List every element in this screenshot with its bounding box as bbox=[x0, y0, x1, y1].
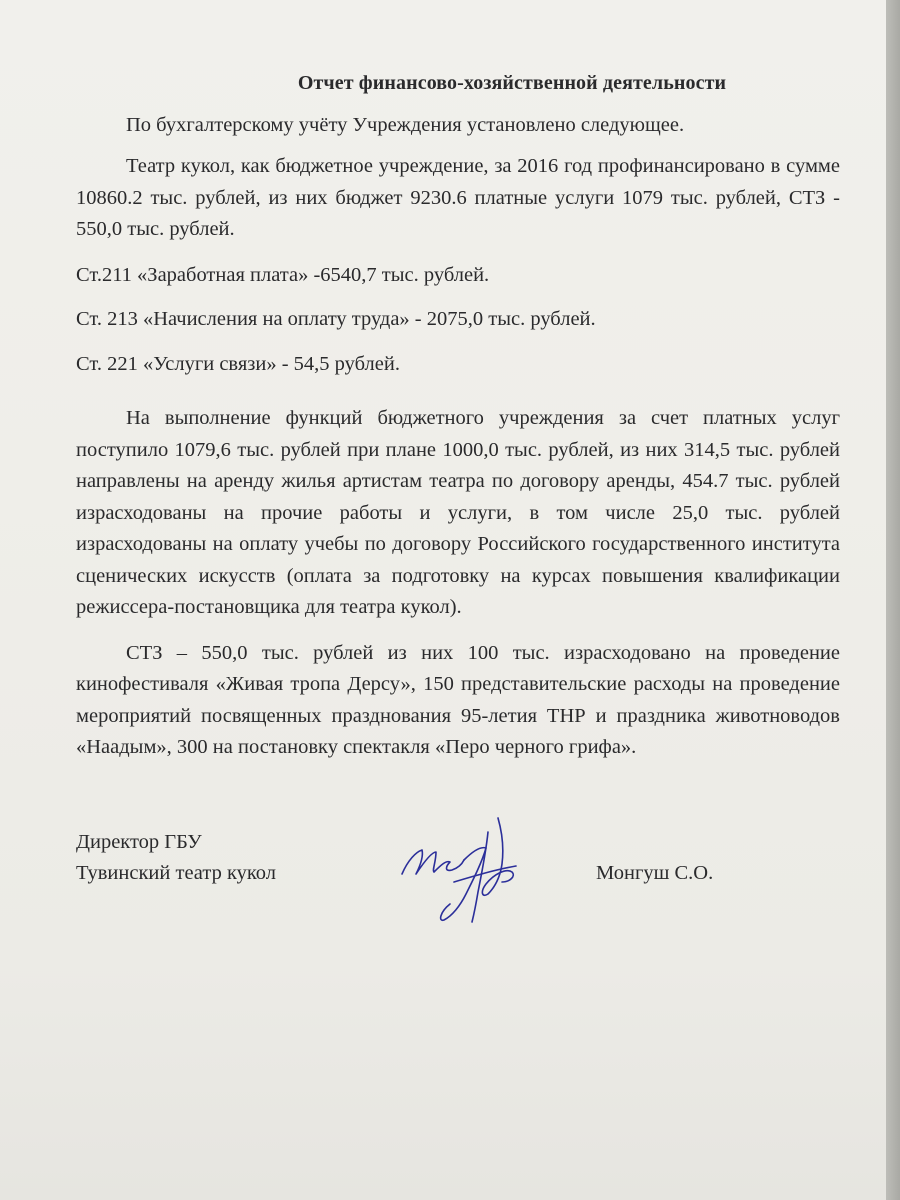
handwritten-signature bbox=[394, 812, 544, 952]
document-title: Отчет финансово-хозяйственной деятельности bbox=[297, 72, 727, 94]
stz-paragraph: СТЗ – 550,0 тыс. рублей из них 100 тыс. израсходовано на проведение кинофестиваля «Живая тропа Дерсу», 150 представительские расходы на проведение мероприятий посвященных празднования 95-летия ТНР и праздника животноводов «Наадым», 300 на постановку спектакля «Перо черного грифа». bbox=[76, 641, 840, 758]
financing-paragraph: Театр кукол, как бюджетное учреждение, за 2016 год профинансировано в сумме 10860.2 тыс. рублей, из них бюджет 9230.6 платные услуги 1079 тыс. рублей, СТЗ - 550,0 тыс. рублей. bbox=[76, 155, 840, 240]
position-line-2: Тувинский театр кукол bbox=[76, 862, 277, 884]
document-body bbox=[76, 68, 840, 764]
signature-block bbox=[76, 827, 840, 957]
expense-item-213: Ст. 213 «Начисления на оплату труда» - 2075,0 тыс. рублей. bbox=[76, 308, 596, 330]
page-edge bbox=[886, 0, 900, 1200]
paid-services-paragraph: На выполнение функций бюджетного учреждения за счет платных услуг поступило 1079,6 тыс. рублей при плане 1000,0 тыс. рублей, из них 314,5 тыс. рублей направлены на аренду жилья артистам театра по договору аренды, 454.7 тыс. рублей израсходованы на прочие работы и услуги, в том числе 25,0 тыс. рублей израсходованы на оплату учебы по договору Российского государственного института сценических искусств (оплата за подготовку на курсах повышения квалификации режиссера-постановщика для театра кукол). bbox=[76, 407, 840, 618]
signatory-position bbox=[76, 827, 276, 889]
expense-item-211: Ст.211 «Заработная плата» -6540,7 тыс. рублей. bbox=[76, 263, 490, 286]
position-line-1: Директор ГБУ bbox=[76, 831, 202, 853]
signatory-name: Монгуш С.О. bbox=[596, 862, 714, 884]
intro-paragraph: По бухгалтерскому учёту Учреждения установлено следующее. bbox=[126, 113, 685, 136]
expense-item-221: Ст. 221 «Услуги связи» - 54,5 рублей. bbox=[76, 352, 400, 375]
